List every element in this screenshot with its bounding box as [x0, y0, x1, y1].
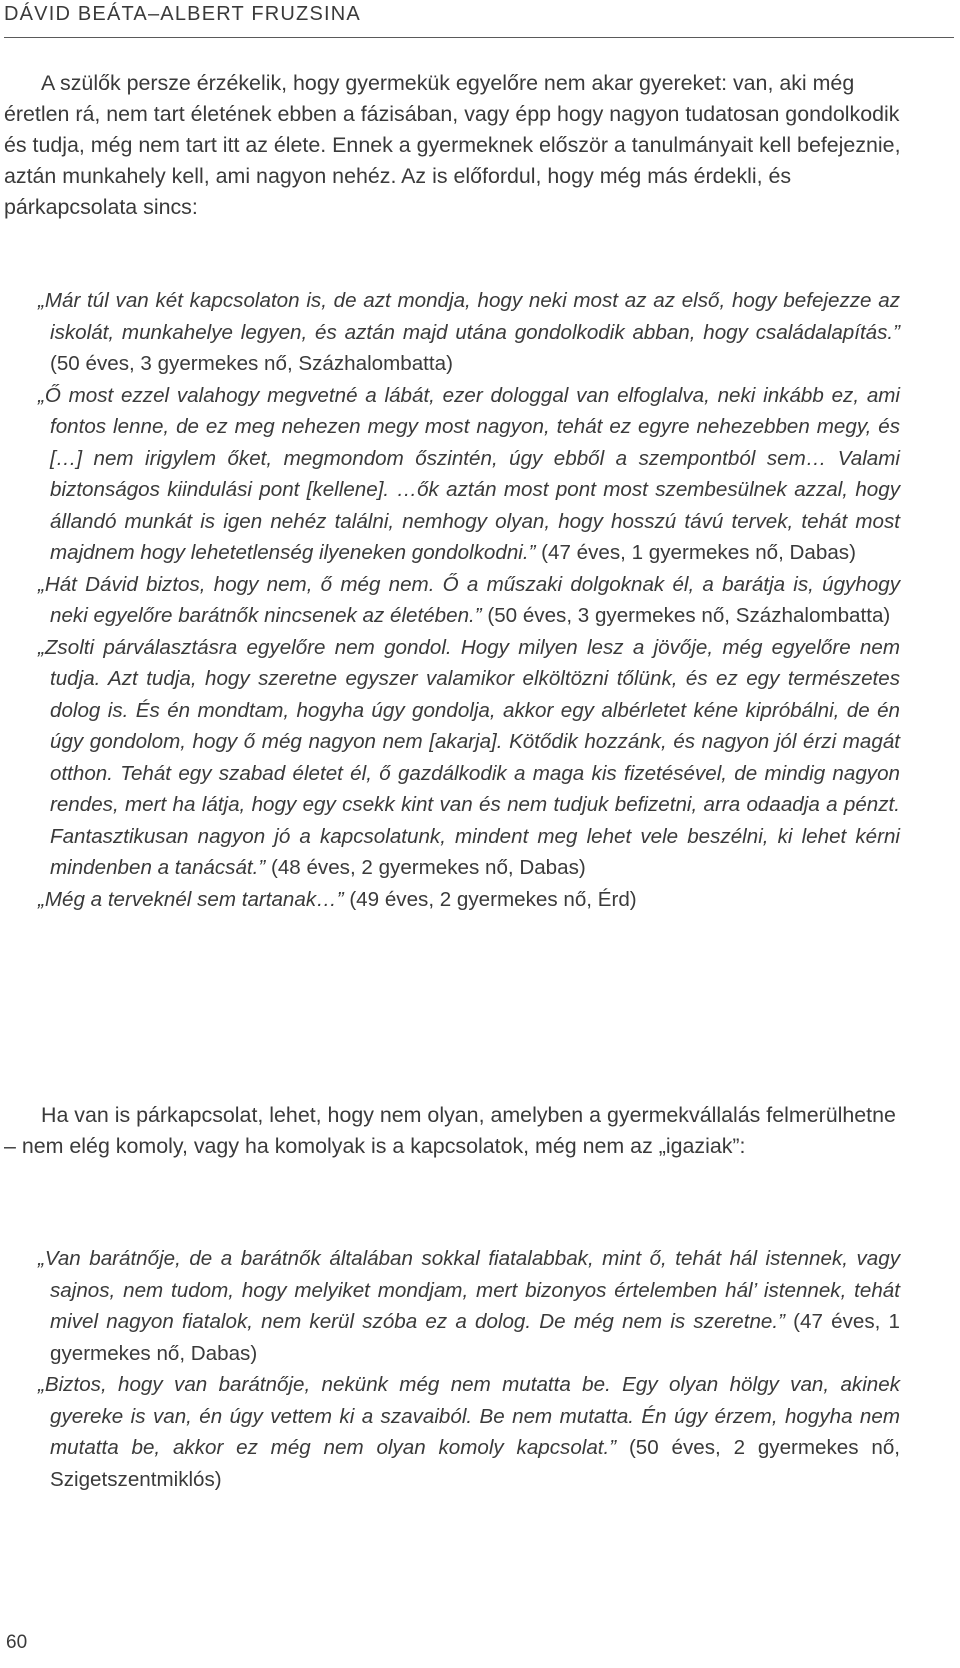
quote-text: „Biztos, hogy van barátnője, nekünk még nem mutatta be. Egy olyan hölgy van, akinek gyereke is van, én úgy vettem ki a szavaiból. Be nem mutatta. Én úgy érzem, hogyha nem mutatta be, akkor ez még nem olyan komoly kapcsolat.”	[38, 1373, 900, 1459]
quote-block-1	[0, 285, 900, 915]
quote-text: „Van barátnője, de a barátnők általában sokkal fiatalabbak, mint ő, tehát hál istennek, vagy sajnos, nem tudom, hogy melyiket mondjam, mert bizonyos értelemben hál’ istennek, tehát mivel nagyon fiatalok, nem kerül szóba ez a dolog. De még nem is szeretne.”	[38, 1247, 900, 1333]
quote-text: „Hát Dávid biztos, hogy nem, ő még nem. Ő a műszaki dolgoknak él, a barátja is, úgyhogy neki egyelőre barátnők nincsenek az életében.”	[38, 572, 900, 627]
header-rule	[4, 37, 954, 38]
interview-quote	[0, 1369, 900, 1495]
page-number: 60	[6, 1632, 28, 1653]
quote-source: (47 éves, 1 gyermekes nő, Dabas)	[541, 541, 856, 564]
quote-source: (49 éves, 2 gyermekes nő, Érd)	[349, 887, 637, 911]
running-header: DÁVID BEÁTA–ALBERT FRUZSINA	[4, 3, 361, 25]
quote-text: „Még a terveknél sem tartanak…”	[38, 887, 344, 911]
interview-quote	[0, 884, 900, 916]
quote-text: „Zsolti párválasztásra egyelőre nem gondol. Hogy milyen lesz a jövője, még egyelőre nem tudja. Azt tudja, hogy szeretne egyszer valamikor elköltözni tőlünk, és ez egy természetes dolog is. És én mondtam, hogyha úgy gondolja, akkor egy albérletet kéne kipróbálni, de én úgy gondolom, hogy ő még nagyon nem [akarja]. Kötődik hozzánk, és nagyon jól érzi magát otthon. Tehát egy szabad életet él, ő gazdálkodik a maga kis fizetésével, de mindig nagyon rendes, mert ha látja, hogy egy csekk kint van és nem tudjuk befizetni, arra odaadja a pénzt. Fantasztikusan nagyon jó a kapcsolatunk, mindent meg lehet vele beszélni, ki lehet kérni mindenben a tanácsát.”	[38, 635, 900, 879]
body-paragraph-2: Ha van is párkapcsolat, lehet, hogy nem olyan, amelyben a gyermekvállalás felmerülhetne – nem elég komoly, vagy ha komolyak is a kapcsolatok, még nem az „igaziak”:	[4, 1103, 896, 1158]
quote-source: (47 éves, 1 gyermekes nő, Dabas)	[50, 1310, 900, 1365]
interview-quote	[0, 285, 900, 380]
quote-source: (50 éves, 3 gyermekes nő, Százhalombatta)	[487, 604, 891, 627]
quote-text: „Már túl van két kapcsolaton is, de azt mondja, hogy neki most az az első, hogy befejezze az iskolát, munkahelye legyen, és aztán majd utána gondolkodik abban, hogy családalapítás.”	[38, 289, 900, 344]
interview-quote	[0, 380, 900, 569]
quote-source: (50 éves, 3 gyermekes nő, Százhalombatta)	[50, 352, 453, 375]
quote-block-2	[0, 1243, 900, 1495]
interview-quote	[0, 569, 900, 632]
quote-source: (50 éves, 2 gyermekes nő, Szigetszentmiklós)	[50, 1436, 901, 1491]
quote-text: „Ő most ezzel valahogy megvetné a lábát, ezer dologgal van elfoglalva, neki inkább ez, ami fontos lenne, de ez meg nehezen megy most nagyon, tehát ez egyre nehezebben megy, és […] nem irigylem őket, megmondom őszintén, úgy ebből a szempontból sem… Valami biztonságos kiindulási pont [kellene]. …ők aztán most pont most szembesülnek azzal, hogy állandó munkát is igen nehéz találni, nemhogy olyan, hogy hosszú távú tervek, tehát most majdnem hogy lehetetlenség ilyeneken gondolkodni.”	[38, 383, 900, 564]
interview-quote	[0, 1243, 900, 1369]
interview-quote	[0, 632, 900, 884]
body-paragraph-1: A szülők persze érzékelik, hogy gyermekük egyelőre nem akar gyereket: van, aki még éretlen rá, nem tart életének ebben a fázisában, vagy épp hogy nagyon tudatosan gondolkodik és tudja, még nem tart itt az élete. Ennek a gyermeknek először a tanulmányait kell befejeznie, aztán munkahely kell, ami nagyon nehéz. Az is előfordul, hogy még más érdekli, és párkapcsolata sincs:	[4, 71, 901, 219]
quote-source: (48 éves, 2 gyermekes nő, Dabas)	[270, 856, 586, 879]
